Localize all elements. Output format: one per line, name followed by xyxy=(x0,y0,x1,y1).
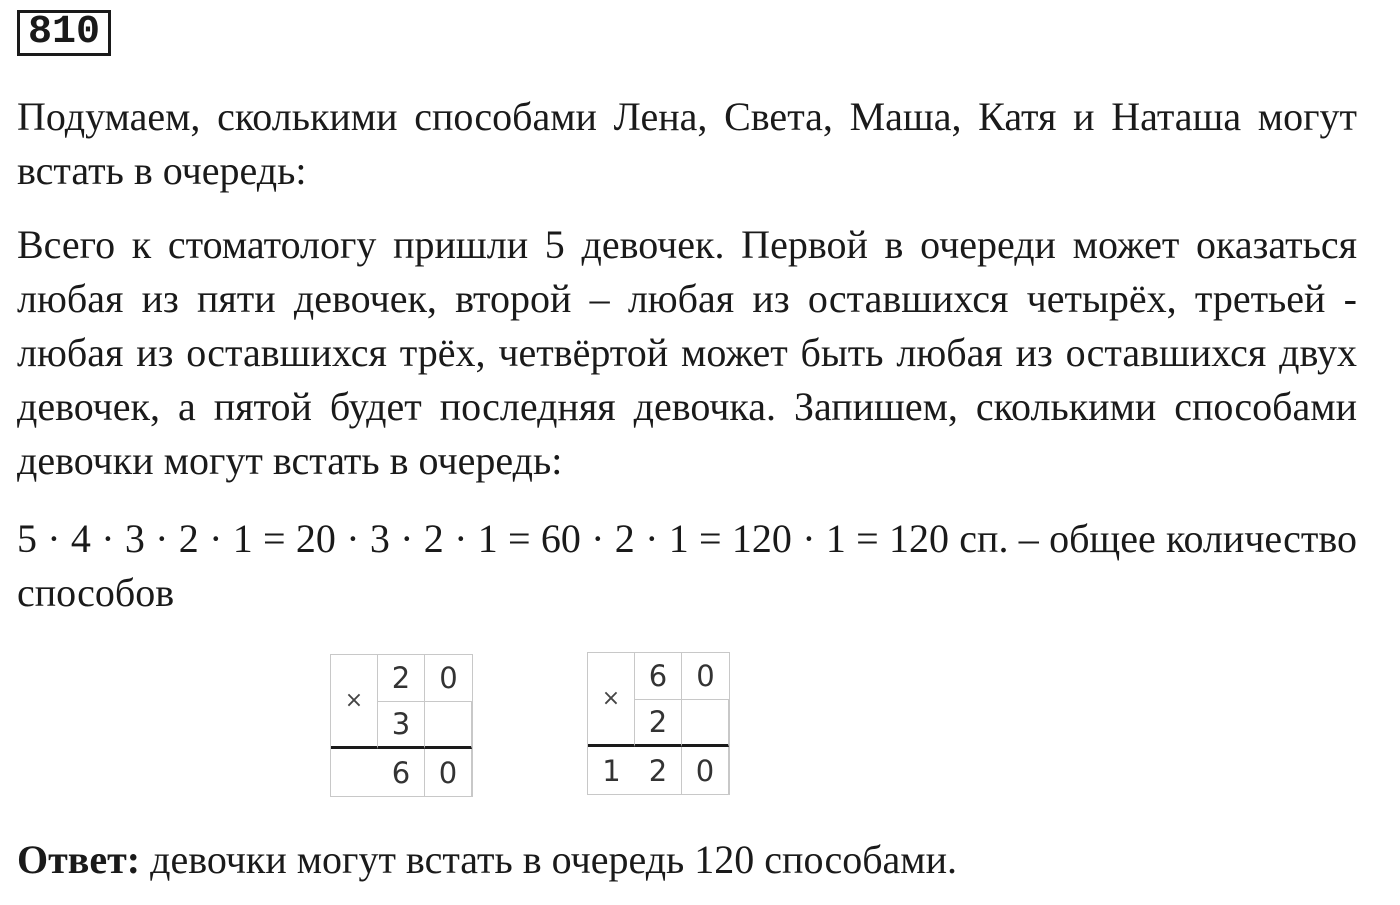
digit-cell xyxy=(425,702,472,749)
explanation-paragraph: Всего к стоматологу пришли 5 девочек. Первой в очереди может оказаться любая из пяти девочек, второй – любая из оставшихся четырёх, третьей - любая из оставшихся трёх, четвёртой может быть любая из оставшихся двух девочек, а пятой будет последняя девочка. Запишем, сколькими способами девочки могут встать в очередь: xyxy=(17,222,1357,483)
digit-cell: 6 xyxy=(635,653,682,700)
answer-label: Ответ: xyxy=(17,837,141,882)
digit-cell: 0 xyxy=(425,655,472,702)
digit-cell: 2 xyxy=(635,700,682,747)
digit-cell: 3 xyxy=(378,702,425,749)
digit-cell xyxy=(682,700,729,747)
multiply-sign: × xyxy=(331,655,378,749)
result-digit-cell xyxy=(331,749,378,796)
formula-paragraph: 5 · 4 · 3 · 2 · 1 = 20 · 3 · 2 · 1 = 60 · 2 · 1 = 120 · 1 = 120 сп. – общее количество способов xyxy=(17,516,1357,615)
result-digit-cell: 1 xyxy=(602,753,621,788)
column-multiplication-20x3 xyxy=(330,654,473,797)
result-digit-cell: 6 xyxy=(378,749,425,796)
result-digit-cell: 0 xyxy=(682,747,729,794)
answer-text: девочки могут встать в очередь 120 способами. xyxy=(140,837,958,882)
column-multiplication-60x2 xyxy=(587,652,730,795)
digit-cell: 0 xyxy=(682,653,729,700)
result-digit-cell: 0 xyxy=(425,749,472,796)
answer-line xyxy=(17,833,1357,887)
multiply-sign: × xyxy=(588,653,635,747)
task-number-box: 810 xyxy=(17,10,111,56)
intro-paragraph: Подумаем, сколькими способами Лена, Света, Маша, Катя и Наташа могут встать в очередь: xyxy=(17,94,1357,193)
result-digit-cell: 2 xyxy=(635,747,682,794)
digit-cell: 2 xyxy=(378,655,425,702)
